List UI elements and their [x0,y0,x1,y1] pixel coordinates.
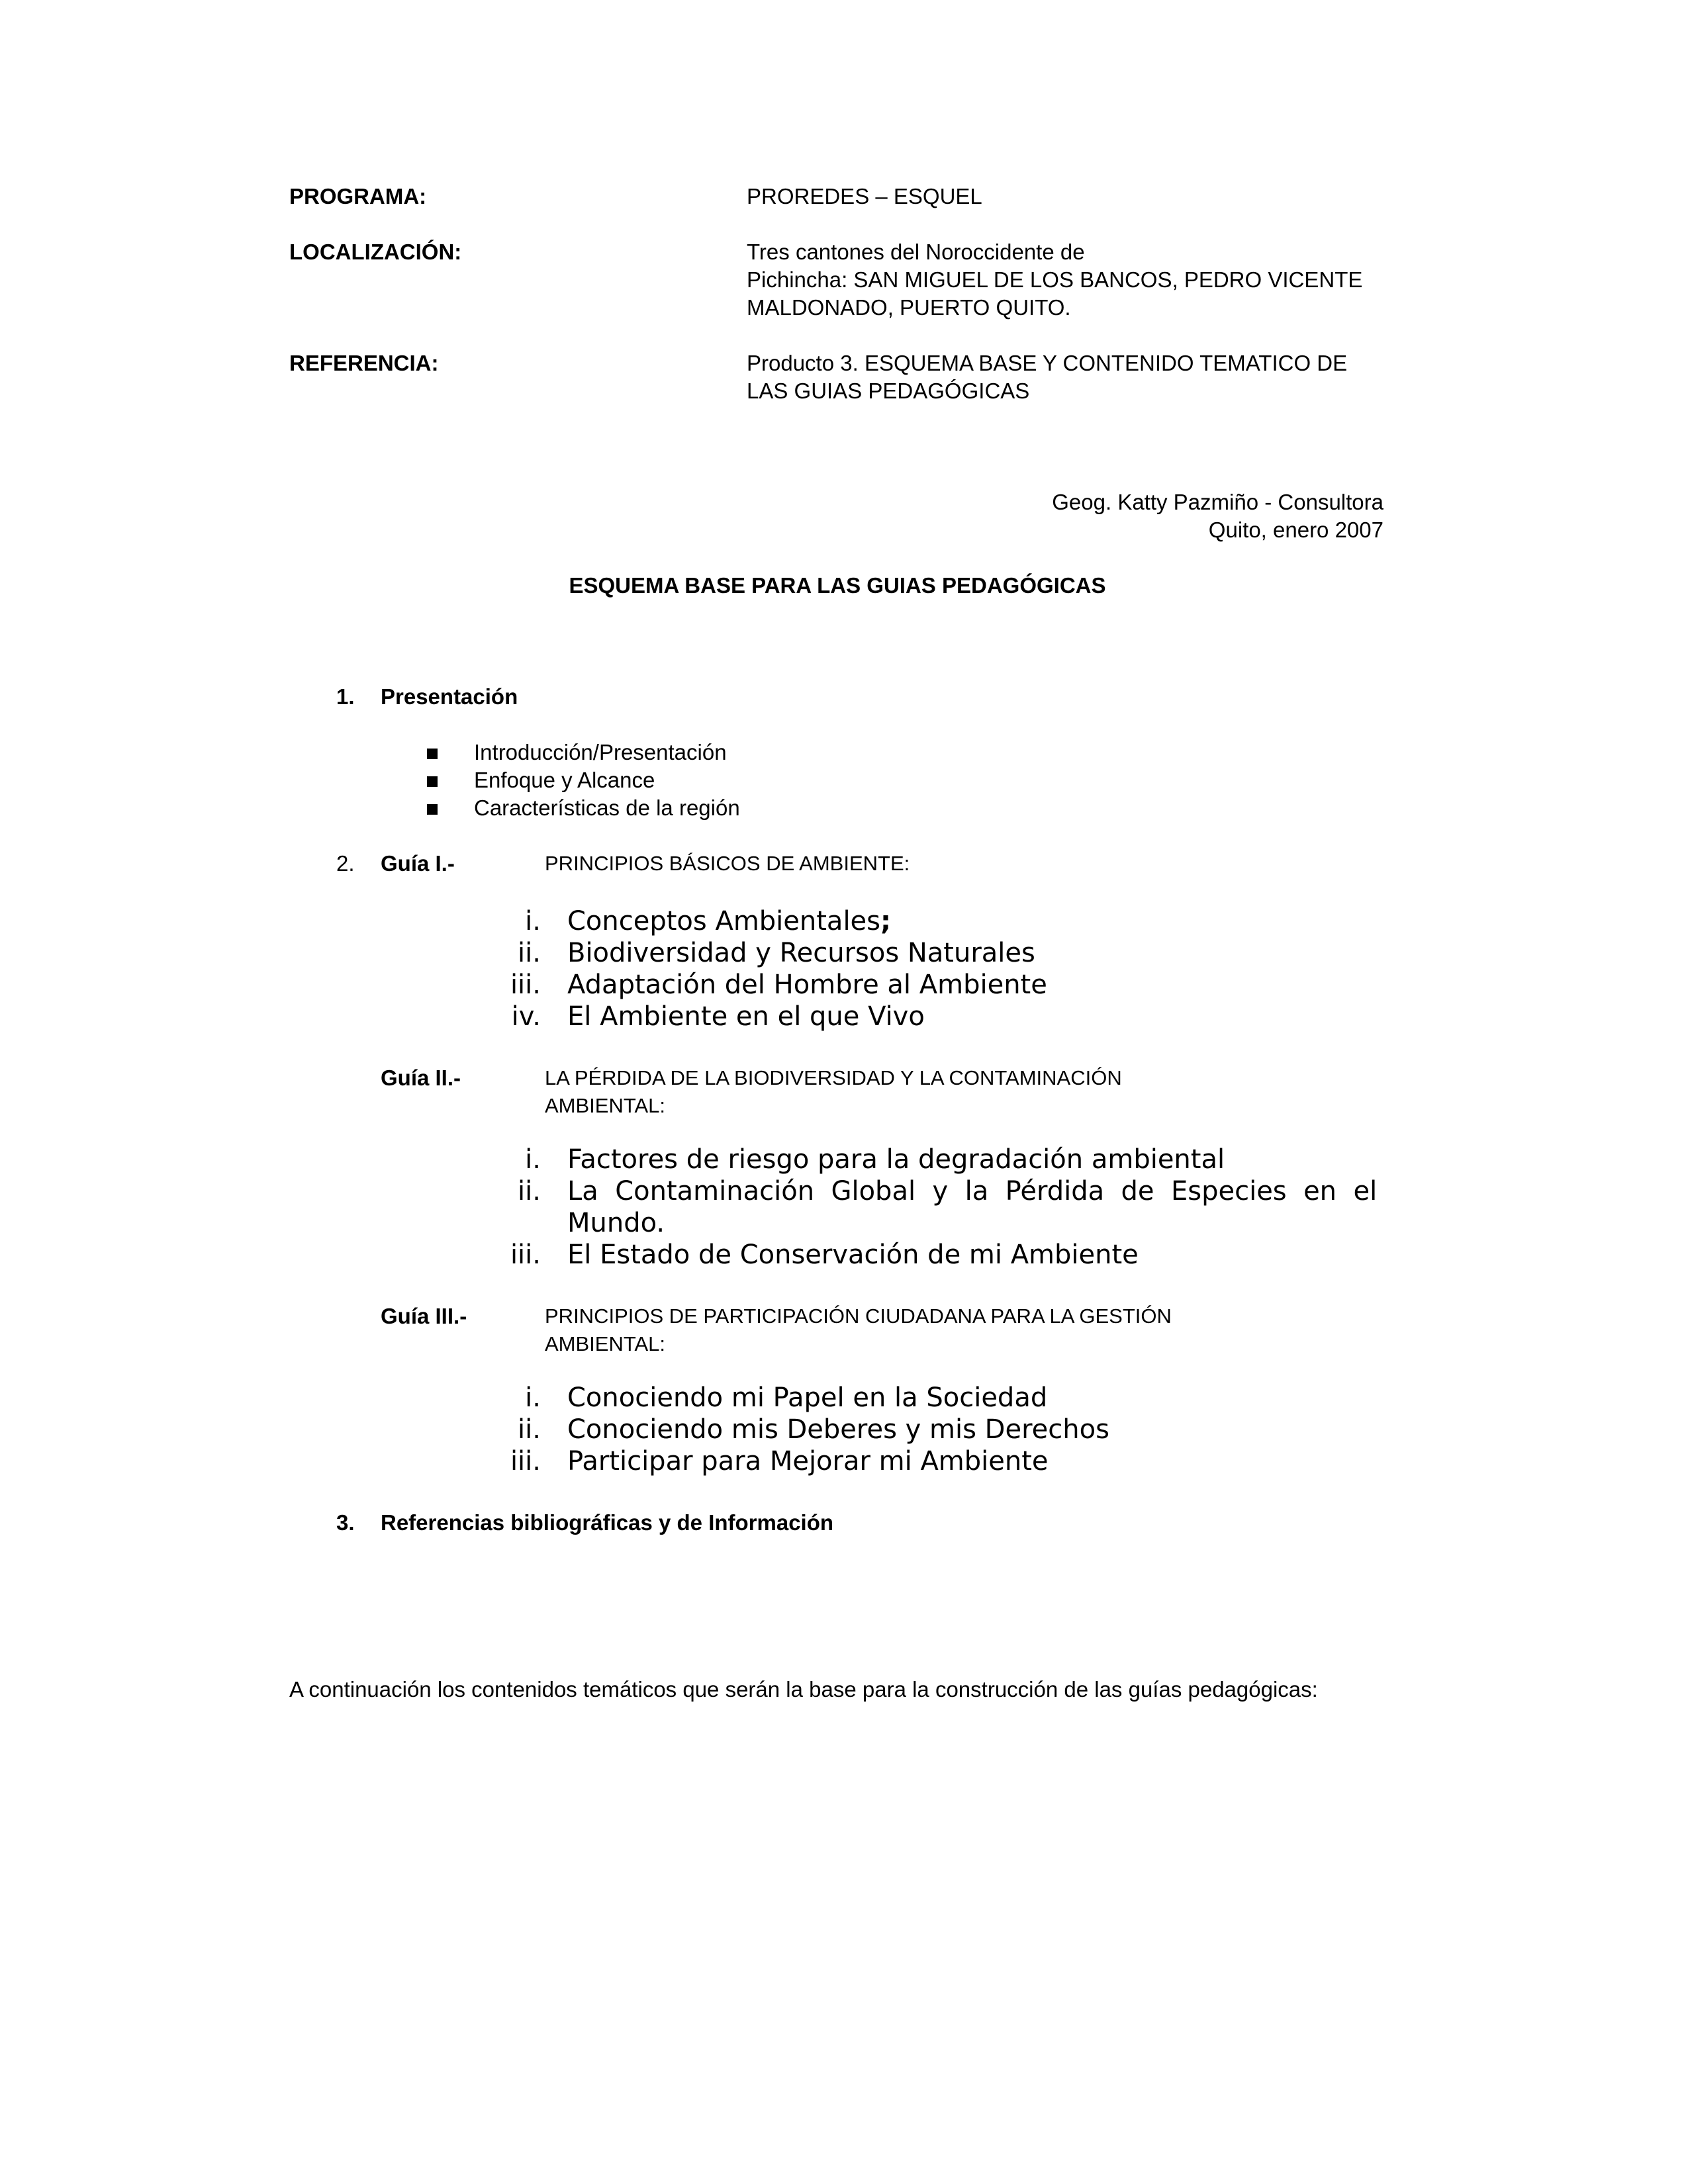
guia-2-subtitle-line2: AMBIENTAL: [545,1094,666,1117]
guia-2-subtitle-line1: LA PÉRDIDA DE LA BIODIVERSIDAD Y LA CONTAMINACIÓN [545,1066,1122,1089]
bullet-icon [427,776,438,787]
guia-3-item-3-number: iii. [510,1446,541,1477]
guia-3-subtitle-line2: AMBIENTAL: [545,1332,666,1355]
section-3-title: Referencias bibliográficas y de Información [381,1510,834,1535]
guia-2-item-2-number: ii. [518,1176,541,1206]
section-3-number: 3. [336,1510,355,1535]
guia-1-item-1-text: Conceptos Ambientales [567,906,881,936]
section-1-bullet-2: Enfoque y Alcance [474,768,655,792]
section-1-number: 1. [336,684,355,709]
guia-1-item-2-text: Biodiversidad y Recursos Naturales [567,938,1035,968]
localizacion-line1: Tres cantones del Noroccidente de [747,240,1085,264]
programa-label: PROGRAMA: [289,184,427,208]
guia-1-item-1-suffix: ; [880,906,892,936]
guia-1-item-3-text: Adaptación del Hombre al Ambiente [567,970,1047,1000]
referencia-line1: Producto 3. ESQUEMA BASE Y CONTENIDO TEMATICO DE [747,351,1348,375]
programa-value: PROREDES – ESQUEL [747,184,982,208]
guia-2-item-2-continuation: Mundo. [567,1208,665,1238]
localizacion-line2: Pichincha: SAN MIGUEL DE LOS BANCOS, PEDRO VICENTE [747,267,1363,292]
author-date: Quito, enero 2007 [1208,518,1383,542]
guia-2-item-2-text: La Contaminación Global y la Pérdida de Especies en el [567,1176,1378,1206]
guia-2-item-3-number: iii. [510,1240,541,1270]
guia-3-title: Guía III.- [381,1304,467,1328]
author-name: Geog. Katty Pazmiño - Consultora [1052,490,1383,514]
section-1-bullet-3: Características de la región [474,796,740,820]
guia-3-item-3-text: Participar para Mejorar mi Ambiente [567,1446,1049,1477]
bullet-icon [427,749,438,759]
guia-1-item-3-number: iii. [510,970,541,1000]
guia-1-item-1 [567,905,891,937]
section-1-title: Presentación [381,684,518,709]
localizacion-line3: MALDONADO, PUERTO QUITO. [747,295,1071,320]
guia-2-title: Guía II.- [381,1066,461,1090]
page-title: ESQUEMA BASE PARA LAS GUIAS PEDAGÓGICAS [569,573,1106,598]
guia-3-item-2-number: ii. [518,1414,541,1445]
guia-1-title: Guía I.- [381,851,455,876]
guia-1-item-4-number: iv. [511,1001,541,1032]
guia-1-item-4-text: El Ambiente en el que Vivo [567,1001,925,1032]
localizacion-label: LOCALIZACIÓN: [289,240,462,264]
referencia-label: REFERENCIA: [289,351,439,375]
section-2-number: 2. [336,851,355,876]
guia-2-item-1-text: Factores de riesgo para la degradación ambiental [567,1144,1225,1175]
guia-3-item-1-text: Conociendo mi Papel en la Sociedad [567,1383,1048,1413]
guia-3-item-2-text: Conociendo mis Deberes y mis Derechos [567,1414,1109,1445]
guia-2-item-3-text: El Estado de Conservación de mi Ambiente [567,1240,1139,1270]
bullet-icon [427,804,438,815]
guia-3-item-1-number: i. [525,1383,541,1413]
guia-1-item-2-number: ii. [518,938,541,968]
guia-1-item-1-number: i. [525,906,541,936]
guia-3-subtitle-line1: PRINCIPIOS DE PARTICIPACIÓN CIUDADANA PARA LA GESTIÓN [545,1304,1172,1328]
guia-2-item-1-number: i. [525,1144,541,1175]
referencia-line2: LAS GUIAS PEDAGÓGICAS [747,379,1030,403]
guia-1-subtitle: PRINCIPIOS BÁSICOS DE AMBIENTE: [545,852,910,875]
section-1-bullet-1: Introducción/Presentación [474,740,727,764]
closing-paragraph: A continuación los contenidos temáticos que serán la base para la construcción de las guías pedagógicas: [289,1677,1318,1702]
